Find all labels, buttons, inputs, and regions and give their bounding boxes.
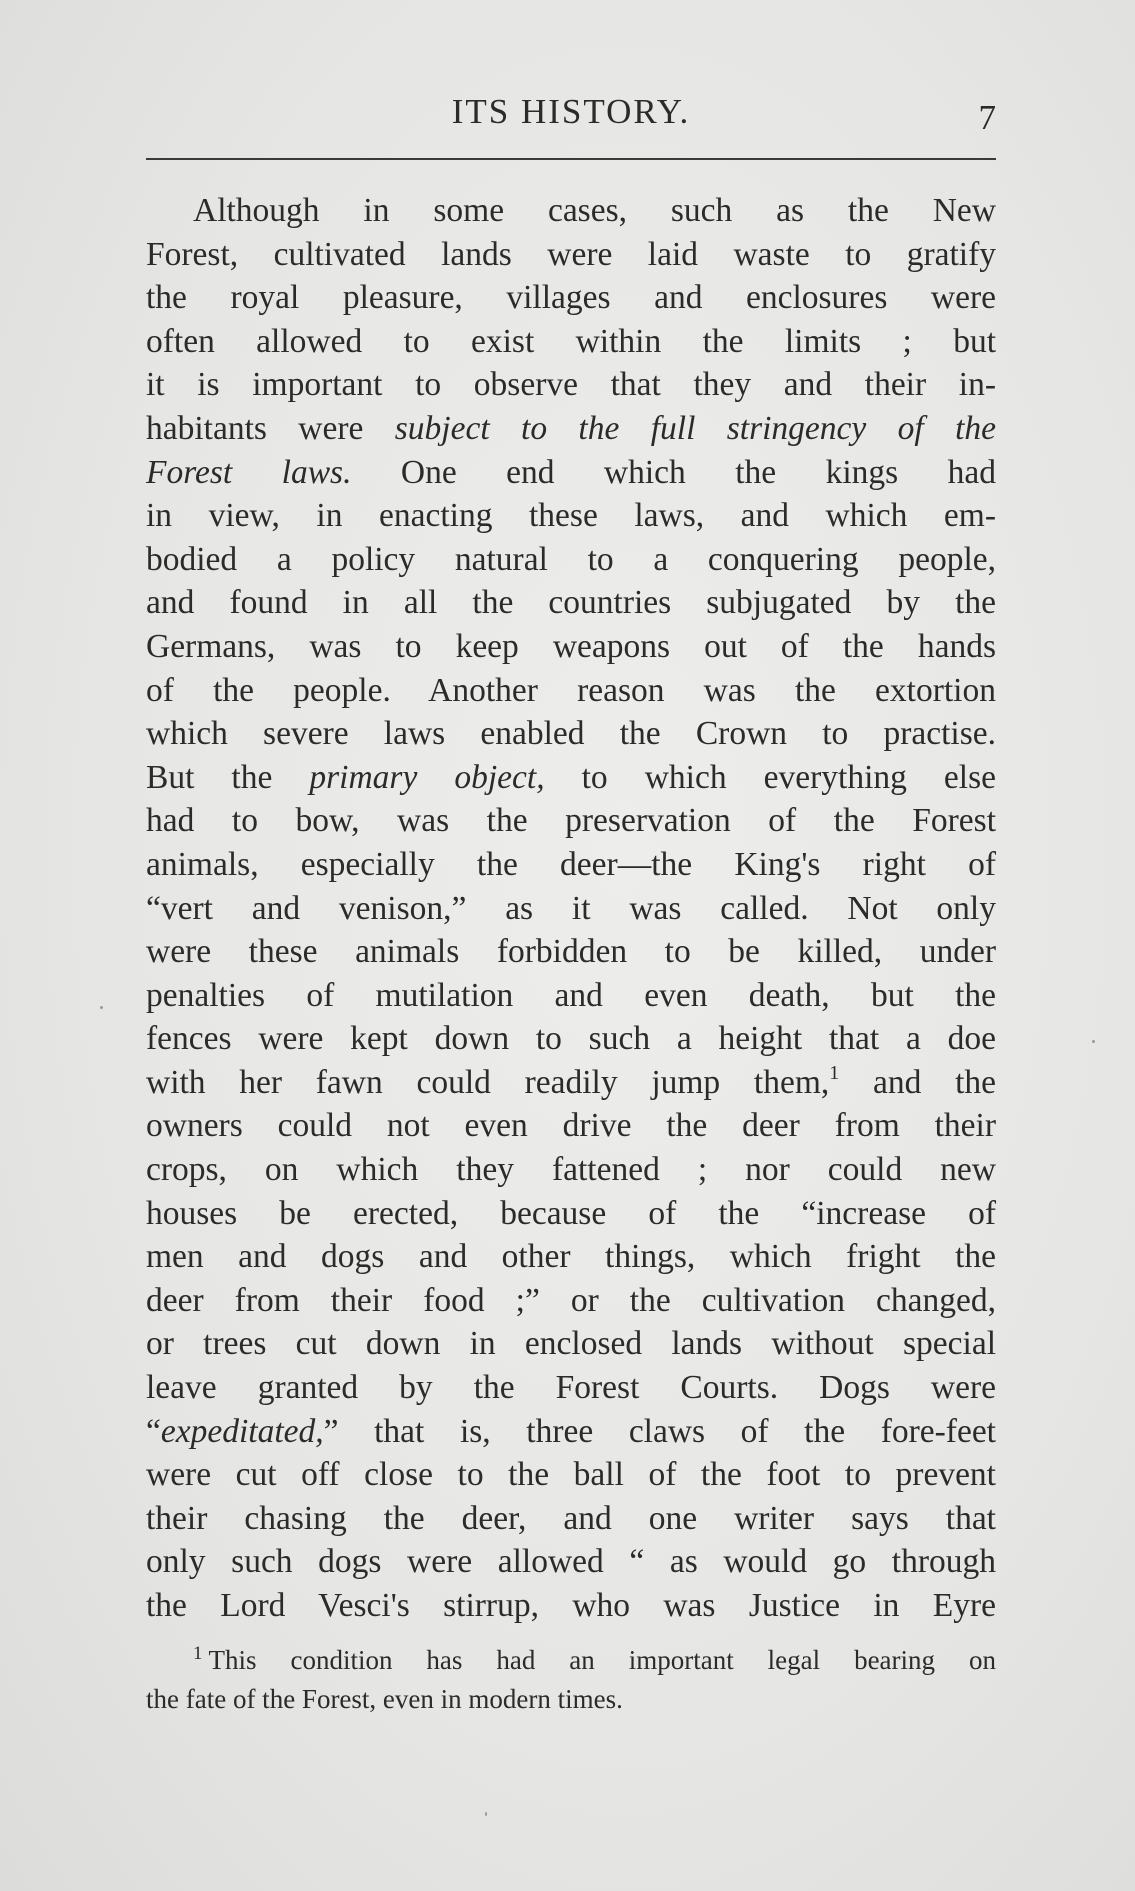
footnote-reference[interactable]: 1 (829, 1061, 840, 1084)
text-run: habitants were (146, 409, 395, 447)
footnote-mark: 1 (193, 1643, 203, 1664)
paper-speck (485, 1812, 487, 1816)
text-line: had to bow, was the preservation of the Forest (146, 802, 996, 840)
page-header (146, 92, 996, 137)
italic-phrase: subject to the full stringency of the (394, 409, 996, 447)
text-line: Forest, cultivated lands were laid waste to gratify (146, 235, 996, 273)
body-text (146, 189, 996, 1628)
paper-speck (100, 1006, 103, 1009)
text-run: with her fawn could readily jump them, (146, 1063, 830, 1101)
text-run: “ (146, 1412, 161, 1450)
text-line: penalties of mutilation and even death, but the (146, 976, 996, 1014)
italic-phrase: expeditated, (160, 1412, 324, 1450)
text-run: ” that is, three claws of the fore-feet (323, 1412, 996, 1450)
text-line: owners could not even drive the deer from their (146, 1107, 996, 1145)
text-line: in view, in enacting these laws, and which em- (146, 497, 996, 535)
header-rule (146, 158, 996, 160)
text-line: leave granted by the Forest Courts. Dogs were (146, 1369, 996, 1407)
text-line (146, 1410, 996, 1454)
text-line: animals, especially the deer—the King's right of (146, 845, 996, 883)
text-line: were cut off close to the ball of the foot to prevent (146, 1456, 996, 1494)
text-line (146, 1061, 996, 1105)
text-line: of the people. Another reason was the extortion (146, 671, 996, 709)
text-line: it is important to observe that they and their in- (146, 366, 996, 404)
text-run: One end which the kings had (351, 453, 996, 491)
text-line: deer from their food ;” or the cultivation changed, (146, 1281, 996, 1319)
text-line: and found in all the countries subjugated by the (146, 584, 996, 622)
text-line: crops, on which they fattened ; nor could new (146, 1151, 996, 1189)
text-line: Although in some cases, such as the New (193, 192, 996, 229)
text-line: or trees cut down in enclosed lands without special (146, 1325, 996, 1363)
italic-phrase: Forest laws. (146, 453, 352, 491)
text-line: which severe laws enabled the Crown to practise. (146, 715, 996, 753)
text-line: Germans, was to keep weapons out of the hands (146, 627, 996, 665)
text-run: and the (839, 1063, 996, 1101)
paper-speck (1092, 1040, 1095, 1043)
footnote-line: the fate of the Forest, even in modern times. (146, 1684, 623, 1714)
text-line: often allowed to exist within the limits ; but (146, 322, 996, 360)
italic-phrase: primary object, (309, 758, 545, 796)
text-run: to which everything else (544, 758, 996, 796)
text-line (146, 451, 996, 495)
text-line: only such dogs were allowed “ as would go through (146, 1543, 996, 1581)
footnote (146, 1641, 996, 1719)
footnote-text: This condition has had an important legal bearing on (208, 1645, 996, 1675)
text-line: were these animals forbidden to be killed, under (146, 933, 996, 971)
footnote-line (146, 1641, 996, 1680)
text-line (146, 756, 996, 800)
page-number: 7 (978, 98, 996, 137)
text-line: their chasing the deer, and one writer says that (146, 1499, 996, 1537)
text-line (146, 407, 996, 451)
text-line: the Lord Vesci's stirrup, who was Justice in Eyre (146, 1587, 996, 1624)
text-line: houses be erected, because of the “increase of (146, 1194, 996, 1232)
text-line: fences were kept down to such a height that a doe (146, 1020, 996, 1058)
text-line: men and dogs and other things, which fright the (146, 1238, 996, 1276)
text-run: But the (146, 758, 310, 796)
running-head: ITS HISTORY. (451, 92, 691, 131)
text-line: “vert and venison,” as it was called. Not only (146, 889, 996, 927)
text-line: the royal pleasure, villages and enclosures were (146, 279, 996, 317)
text-line: bodied a policy natural to a conquering people, (146, 540, 996, 578)
